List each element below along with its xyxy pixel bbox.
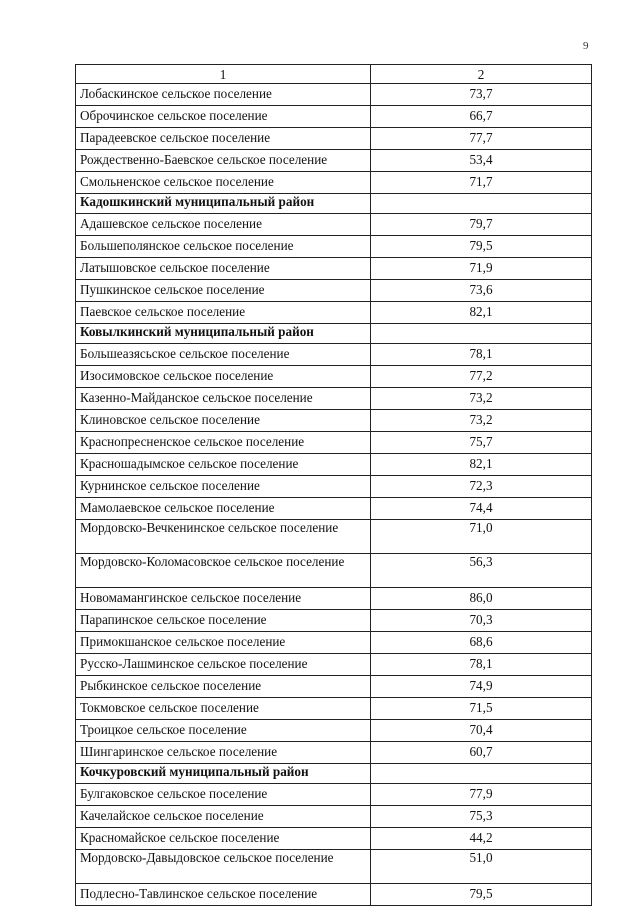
settlement-value: 74,4	[371, 498, 592, 520]
table-row	[76, 128, 592, 150]
table-row	[76, 302, 592, 324]
settlement-value: 70,3	[371, 610, 592, 632]
table-row	[76, 258, 592, 280]
table-row	[76, 432, 592, 454]
settlement-name: Латышовское сельское поселение	[76, 258, 371, 280]
table-row	[76, 366, 592, 388]
settlement-value: 78,1	[371, 344, 592, 366]
settlement-name: Смольненское сельское поселение	[76, 172, 371, 194]
table-row	[76, 554, 592, 588]
settlement-name: Шингаринское сельское поселение	[76, 742, 371, 764]
settlement-value: 75,7	[371, 432, 592, 454]
table-row	[76, 84, 592, 106]
settlement-value: 73,2	[371, 388, 592, 410]
table-row	[76, 106, 592, 128]
table-row	[76, 720, 592, 742]
settlement-name: Булгаковское сельское поселение	[76, 784, 371, 806]
table-row	[76, 698, 592, 720]
district-heading-row	[76, 194, 592, 214]
settlement-value: 77,9	[371, 784, 592, 806]
settlement-value: 82,1	[371, 302, 592, 324]
table-row	[76, 676, 592, 698]
table-row	[76, 884, 592, 906]
settlement-value: 73,2	[371, 410, 592, 432]
settlement-value: 82,1	[371, 454, 592, 476]
district-heading-row	[76, 324, 592, 344]
settlement-name: Большеазясьское сельское поселение	[76, 344, 371, 366]
settlement-name: Клиновское сельское поселение	[76, 410, 371, 432]
settlement-name: Русско-Лашминское сельское поселение	[76, 654, 371, 676]
settlement-value: 79,5	[371, 236, 592, 258]
settlement-value: 73,7	[371, 84, 592, 106]
table-row	[76, 784, 592, 806]
table-row	[76, 610, 592, 632]
table-row	[76, 588, 592, 610]
settlement-value: 75,3	[371, 806, 592, 828]
settlement-value: 79,5	[371, 884, 592, 906]
settlement-value: 44,2	[371, 828, 592, 850]
settlement-name: Мордовско-Коломасовское сельское поселение	[76, 554, 371, 588]
settlement-value: 51,0	[371, 850, 592, 884]
settlement-value	[371, 764, 592, 784]
table-row	[76, 150, 592, 172]
settlement-name: Оброчинское сельское поселение	[76, 106, 371, 128]
table-row	[76, 344, 592, 366]
settlement-name: Краснопресненское сельское поселение	[76, 432, 371, 454]
settlement-value: 60,7	[371, 742, 592, 764]
district-name: Кадошкинский муниципальный район	[76, 194, 371, 214]
settlement-value: 71,9	[371, 258, 592, 280]
settlement-name: Пушкинское сельское поселение	[76, 280, 371, 302]
settlement-name: Новомамангинское сельское поселение	[76, 588, 371, 610]
settlement-name: Лобаскинское сельское поселение	[76, 84, 371, 106]
settlement-value: 74,9	[371, 676, 592, 698]
table-row	[76, 828, 592, 850]
settlement-value: 56,3	[371, 554, 592, 588]
column-header-2: 2	[371, 65, 592, 84]
settlement-name: Рыбкинское сельское поселение	[76, 676, 371, 698]
page-number: 9	[583, 40, 589, 52]
table-row	[76, 520, 592, 554]
table-row	[76, 172, 592, 194]
settlement-name: Подлесно-Тавлинское сельское поселение	[76, 884, 371, 906]
column-header-1: 1	[76, 65, 371, 84]
table-row	[76, 388, 592, 410]
settlement-name: Мордовско-Давыдовское сельское поселение	[76, 850, 371, 884]
district-name: Кочкуровский муниципальный район	[76, 764, 371, 784]
district-heading-row	[76, 764, 592, 784]
settlement-name: Паевское сельское поселение	[76, 302, 371, 324]
table-row	[76, 214, 592, 236]
table-row	[76, 476, 592, 498]
settlement-value	[371, 324, 592, 344]
settlement-name: Токмовское сельское поселение	[76, 698, 371, 720]
settlement-value: 86,0	[371, 588, 592, 610]
settlements-table	[75, 64, 592, 906]
settlement-value: 66,7	[371, 106, 592, 128]
table-row	[76, 742, 592, 764]
settlement-value	[371, 194, 592, 214]
settlement-value: 71,0	[371, 520, 592, 554]
settlement-name: Большеполянское сельское поселение	[76, 236, 371, 258]
table-row	[76, 850, 592, 884]
settlement-name: Парадеевское сельское поселение	[76, 128, 371, 150]
settlement-name: Парапинское сельское поселение	[76, 610, 371, 632]
district-name: Ковылкинский муниципальный район	[76, 324, 371, 344]
table-row	[76, 236, 592, 258]
settlement-name: Мордовско-Вечкенинское сельское поселение	[76, 520, 371, 554]
settlement-value: 71,5	[371, 698, 592, 720]
settlement-value: 70,4	[371, 720, 592, 742]
table-header-row	[76, 65, 592, 84]
settlement-value: 73,6	[371, 280, 592, 302]
table-row	[76, 632, 592, 654]
settlement-name: Красномайское сельское поселение	[76, 828, 371, 850]
settlement-name: Троицкое сельское поселение	[76, 720, 371, 742]
settlement-value: 72,3	[371, 476, 592, 498]
settlement-name: Рождественно-Баевское сельское поселение	[76, 150, 371, 172]
settlement-name: Качелайское сельское поселение	[76, 806, 371, 828]
settlement-name: Красношадымское сельское поселение	[76, 454, 371, 476]
table-row	[76, 498, 592, 520]
table-row	[76, 280, 592, 302]
table-row	[76, 454, 592, 476]
table-body	[76, 84, 592, 906]
settlement-value: 77,7	[371, 128, 592, 150]
table-row	[76, 806, 592, 828]
settlement-value: 77,2	[371, 366, 592, 388]
settlement-name: Казенно-Майданское сельское поселение	[76, 388, 371, 410]
table-row	[76, 654, 592, 676]
settlement-name: Изосимовское сельское поселение	[76, 366, 371, 388]
settlement-value: 78,1	[371, 654, 592, 676]
settlement-value: 53,4	[371, 150, 592, 172]
settlement-value: 71,7	[371, 172, 592, 194]
table-row	[76, 410, 592, 432]
settlement-name: Мамолаевское сельское поселение	[76, 498, 371, 520]
settlement-value: 68,6	[371, 632, 592, 654]
settlement-name: Адашевское сельское поселение	[76, 214, 371, 236]
settlement-value: 79,7	[371, 214, 592, 236]
settlement-name: Курнинское сельское поселение	[76, 476, 371, 498]
settlement-name: Примокшанское сельское поселение	[76, 632, 371, 654]
